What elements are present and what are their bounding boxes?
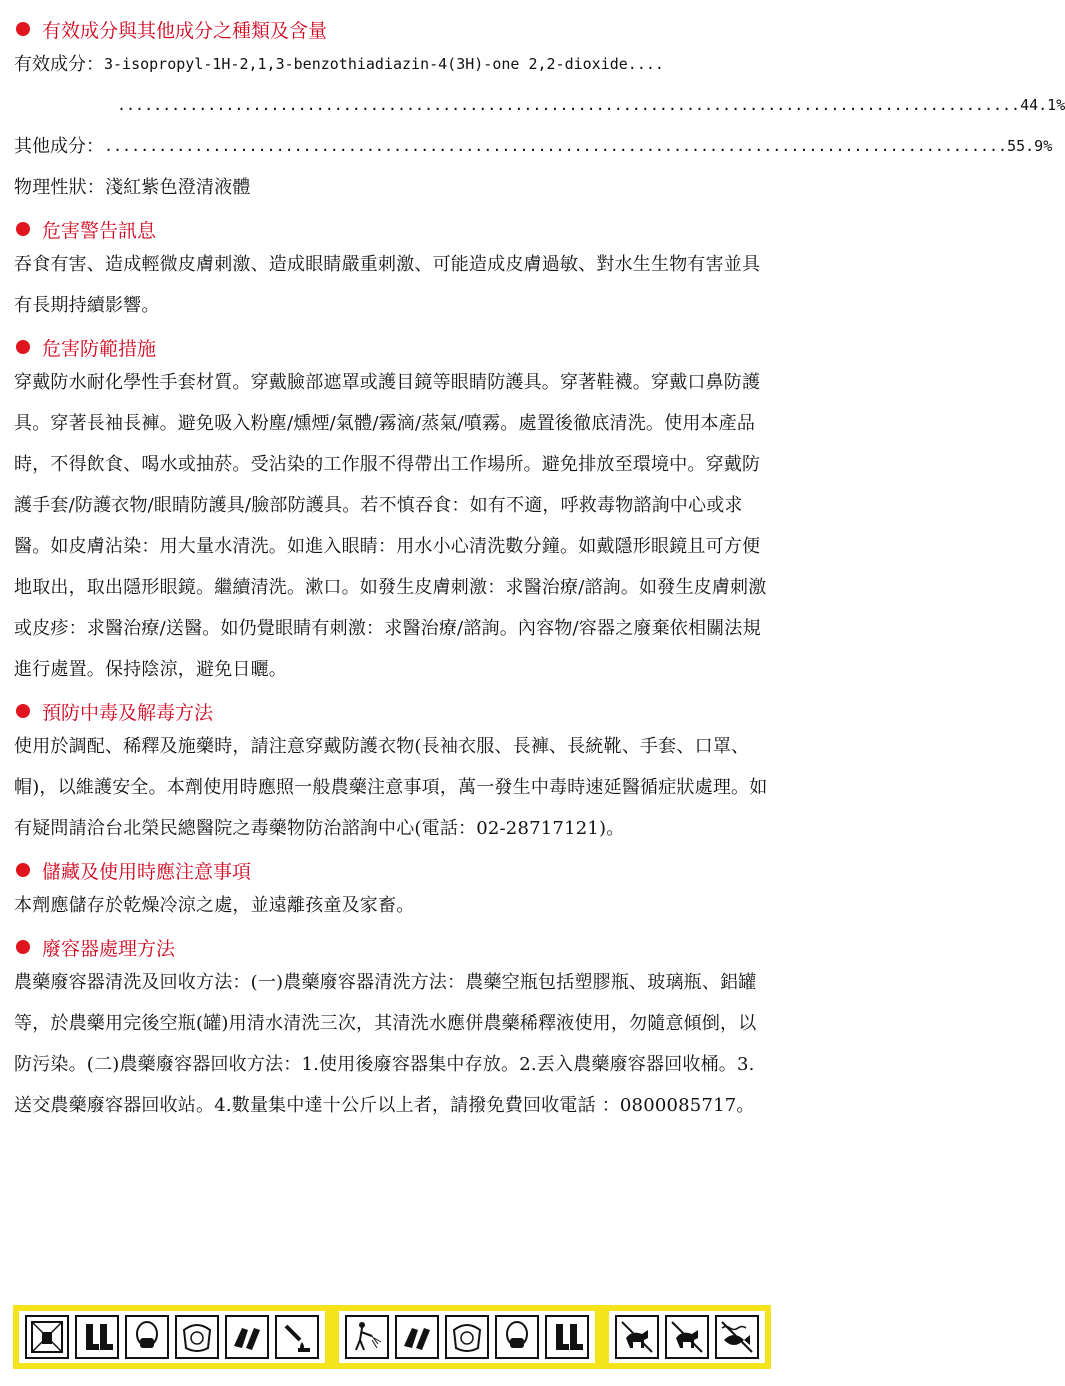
storage-locked-icon (25, 1315, 69, 1359)
other-ingredient-row: 其他成分： .................................................................................................... 55.9% (14, 126, 772, 167)
label-text (14, 14, 1065, 1126)
precaution-text: 穿戴防水耐化學性手套材質。穿戴臉部遮罩或護目鏡等眼睛防護具。穿著鞋襪。穿戴口鼻防護具。穿著長袖長褲。避免吸入粉塵/燻煙/氣體/霧滴/蒸氣/噴霧。處置後徹底清洗。使用本產品時，不得飲食、喝水或抽菸。受沾染的工作服不得帶出工作場所。避免排放至環境中。穿戴防護手套/防護衣物/眼睛防護具/臉部防護具。若不慎吞食：如有不適，呼救毒物諮詢中心或求醫。如皮膚沾染：用大量水清洗。如進入眼睛：用水小心清洗數分鐘。如戴隱形眼鏡且可方便地取出，取出隱形眼鏡。繼續清洗。漱口。如發生皮膚刺激：求醫治療/諮詢。如發生皮膚刺激或皮疹：求醫治療/送醫。如仍覺眼睛有刺激：求醫治療/諮詢。內容物/容器之廢棄依相關法規進行處置。保持陰涼，避免日曬。 (14, 372, 767, 680)
active-ingredient-row: 有效成分： 3-isopropyl-1H-2,1,3-benzothiadiazin-4(3H)-one 2,2-dioxide.... (14, 44, 772, 85)
bullet-dot-icon (16, 222, 30, 236)
face-shield-icon (445, 1315, 489, 1359)
harmful-livestock-icon (615, 1315, 659, 1359)
active-ingredient-value-row (14, 85, 1065, 126)
respirator-mask-icon (125, 1315, 169, 1359)
bullet-dot-icon (16, 863, 30, 877)
bullet-dot-icon (16, 940, 30, 954)
pictogram-group-storage (19, 1311, 325, 1363)
section-heading: 預防中毒及解毒方法 (14, 696, 772, 726)
face-shield-icon (175, 1315, 219, 1359)
wash-after-use-icon (275, 1315, 319, 1359)
bullet-dot-icon (16, 704, 30, 718)
harmful-fish-icon (715, 1315, 759, 1359)
active-ingredient-name: 3-isopropyl-1H-2,1,3-benzothiadiazin-4(3H)-one 2,2-dioxide.... (104, 55, 664, 73)
section-heading: 廢容器處理方法 (14, 932, 772, 962)
pictogram-strip (13, 1305, 771, 1369)
gloves-icon (225, 1315, 269, 1359)
disposal-text: 農藥廢容器清洗及回收方法：(一)農藥廢容器清洗方法：農藥空瓶包括塑膠瓶、玻璃瓶、鋁罐等，於農藥用完後空瓶(罐)用清水清洗三次，其清洗水應併農藥稀釋液使用，勿隨意傾倒，以防污染。(二)農藥廢容器回收方法：1.使用後廢容器集中存放。2.丟入農藥廢容器回收桶。3.送交農藥廢容器回收站。4.數量集中達十公斤以上者，請撥免費回收電話 ：0800085717。 (14, 972, 757, 1116)
section-heading: 危害警告訊息 (14, 214, 772, 244)
hazard-text: 吞食有害、造成輕微皮膚刺激、造成眼睛嚴重刺激、可能造成皮膚過敏、對水生生物有害並具有長期持續影響。 (14, 254, 761, 316)
pictogram-group-environment (609, 1311, 765, 1363)
harmful-livestock-icon (665, 1315, 709, 1359)
section-heading: 危害防範措施 (14, 332, 772, 362)
dot-leader: .................................................................................................... (104, 137, 1008, 155)
respirator-mask-icon (495, 1315, 539, 1359)
poison-text: 使用於調配、稀釋及施藥時，請注意穿戴防護衣物(長袖衣服、長褲、長統靴、手套、口罩、帽)，以維護安全。本劑使用時應照一般農藥注意事項，萬一發生中毒時速延醫循症狀處理。如有疑問請洽台北榮民總醫院之毒藥物防治諮詢中心(電話：02-28717121)。 (14, 736, 768, 839)
section-heading: 儲藏及使用時應注意事項 (14, 855, 772, 885)
boots-icon (545, 1315, 589, 1359)
gloves-icon (395, 1315, 439, 1359)
section-heading: 有效成分與其他成分之種類及含量 (14, 14, 772, 44)
boots-icon (75, 1315, 119, 1359)
bullet-dot-icon (16, 340, 30, 354)
physical-state: 物理性狀：淺紅紫色澄清液體 (14, 177, 251, 198)
other-ingredient-value: 55.9% (1007, 137, 1053, 155)
sprayer-person-icon (345, 1315, 389, 1359)
storage-text: 本劑應儲存於乾燥冷涼之處，並遠離孩童及家畜。 (14, 895, 415, 916)
dot-leader: .................................................................................................... (117, 96, 1021, 114)
bullet-dot-icon (16, 22, 30, 36)
active-ingredient-value: 44.1% (1020, 96, 1065, 114)
pictogram-group-use (339, 1311, 595, 1363)
